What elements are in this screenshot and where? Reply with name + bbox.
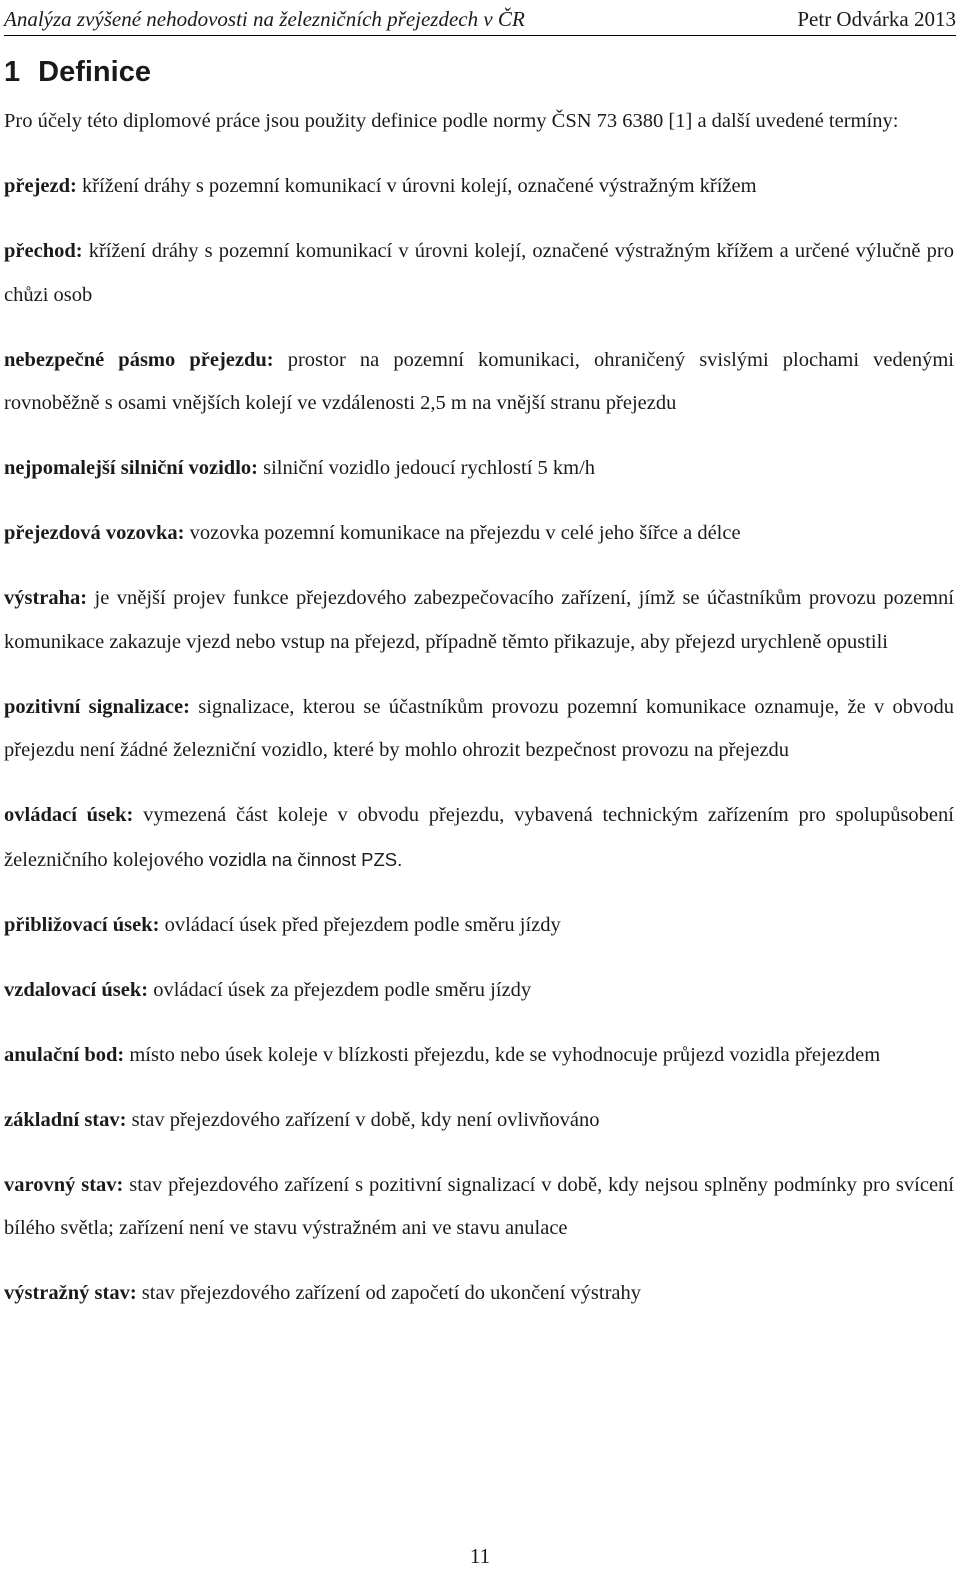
- page-header: [4, 2, 956, 36]
- definition-vzdalovaci-usek: [4, 969, 954, 1013]
- definition-term: výstraha:: [4, 587, 88, 609]
- definition-term: základní stav:: [4, 1108, 127, 1131]
- definition-term: nejpomalejší silniční vozidlo:: [4, 457, 258, 479]
- definition-nejpomalejsi-vozidlo: [4, 447, 954, 491]
- definition-prechod: [4, 230, 954, 317]
- definition-prejezd: [4, 165, 954, 209]
- chapter-heading: [4, 56, 151, 89]
- definition-prejezdova-vozovka: [4, 512, 954, 556]
- definition-text: ovládací úsek před přejezdem podle směru jízdy: [159, 913, 561, 936]
- definition-zakladni-stav: [4, 1099, 954, 1143]
- definition-text: signalizace, kterou se účastníkům provozu pozemní komunikace oznamuje, že v obvodu přejezdu není žádné železniční vozidlo, které by mohlo ohrozit bezpečnost provozu na přejezdu: [4, 695, 955, 761]
- definition-pozitivni-signalizace: [4, 686, 954, 773]
- definition-text: místo nebo úsek koleje v blízkosti přejezdu, kde se vyhodnocuje průjezd vozidla přejezdem: [124, 1043, 881, 1066]
- definition-nebezpecne-pasmo: [4, 339, 954, 426]
- definition-term: anulační bod:: [4, 1043, 125, 1066]
- intro-paragraph: Pro účely této diplomové práce jsou použity definice podle normy ČSN 73 6380 [1] a další uvedené termíny:: [4, 110, 899, 132]
- definition-term: přechod:: [4, 240, 83, 262]
- definition-term: přibližovací úsek:: [4, 913, 160, 936]
- chapter-title: Definice: [38, 56, 151, 88]
- definition-text: stav přejezdového zařízení od započetí do ukončení výstrahy: [136, 1282, 642, 1304]
- definition-text: ovládací úsek za přejezdem podle směru jízdy: [148, 978, 532, 1001]
- header-title: Analýza zvýšené nehodovosti na železničních přejezdech v ČR: [4, 7, 525, 31]
- definition-term: varovný stav:: [4, 1173, 124, 1196]
- definition-term: přejezd:: [4, 175, 77, 197]
- definition-text: je vnější projev funkce přejezdového zabezpečovacího zařízení, jímž se účastníkům provozu pozemní komunikace zakazuje vjezd nebo vstup na přejezd, případně těmto přikazuje, aby přejezd urychleně opustili: [4, 587, 954, 653]
- definition-text: křížení dráhy s pozemní komunikací v úrovni kolejí, označené výstražným křížem: [76, 175, 757, 197]
- definition-term: výstražný stav:: [4, 1282, 137, 1304]
- page-content: [4, 100, 954, 1337]
- definition-term: pozitivní signalizace:: [4, 695, 190, 718]
- header-author: Petr Odvárka 2013: [797, 7, 956, 31]
- definition-varovny-stav: [4, 1164, 954, 1251]
- definition-text: vymezená část koleje v obvodu přejezdu, vybavená technickým zařízením pro spolupůsobení železničního kolejového: [4, 804, 954, 871]
- definition-text: silniční vozidlo jedoucí rychlostí 5 km/h: [257, 457, 596, 479]
- definition-term: nebezpečné pásmo přejezdu:: [4, 348, 274, 371]
- definition-text: vozovka pozemní komunikace na přejezdu v celé jeho šířce a délce: [184, 522, 741, 544]
- definition-term: ovládací úsek:: [4, 804, 134, 826]
- definition-text-tail: vozidla na činnost PZS.: [208, 848, 403, 870]
- chapter-number: 1: [4, 56, 21, 88]
- definition-ovladaci-usek: [4, 794, 954, 882]
- definition-text: křížení dráhy s pozemní komunikací v úrovni kolejí, označené výstražným křížem a určené výlučně pro chůzi osob: [4, 240, 954, 306]
- definition-vystrazny-stav: [4, 1272, 954, 1316]
- definition-text: prostor na pozemní komunikaci, ohraničený svislými plochami vedenými rovnoběžně s osami vnějších kolejí ve vzdálenosti 2,5 m na vnější stranu přejezdu: [4, 348, 955, 414]
- definition-anulacni-bod: [4, 1034, 954, 1078]
- definition-text: stav přejezdového zařízení v době, kdy není ovlivňováno: [126, 1108, 600, 1131]
- definition-term: přejezdová vozovka:: [4, 522, 185, 544]
- definition-text: stav přejezdového zařízení s pozitivní signalizací v době, kdy nejsou splněny podmínky pro svícení bílého světla; zařízení není ve stavu výstražném ani ve stavu anulace: [4, 1173, 954, 1239]
- page-number: 11: [469, 1544, 491, 1568]
- definition-term: vzdalovací úsek:: [4, 978, 149, 1001]
- definition-vystraha: [4, 577, 954, 664]
- definition-priblizovaci-usek: [4, 904, 954, 948]
